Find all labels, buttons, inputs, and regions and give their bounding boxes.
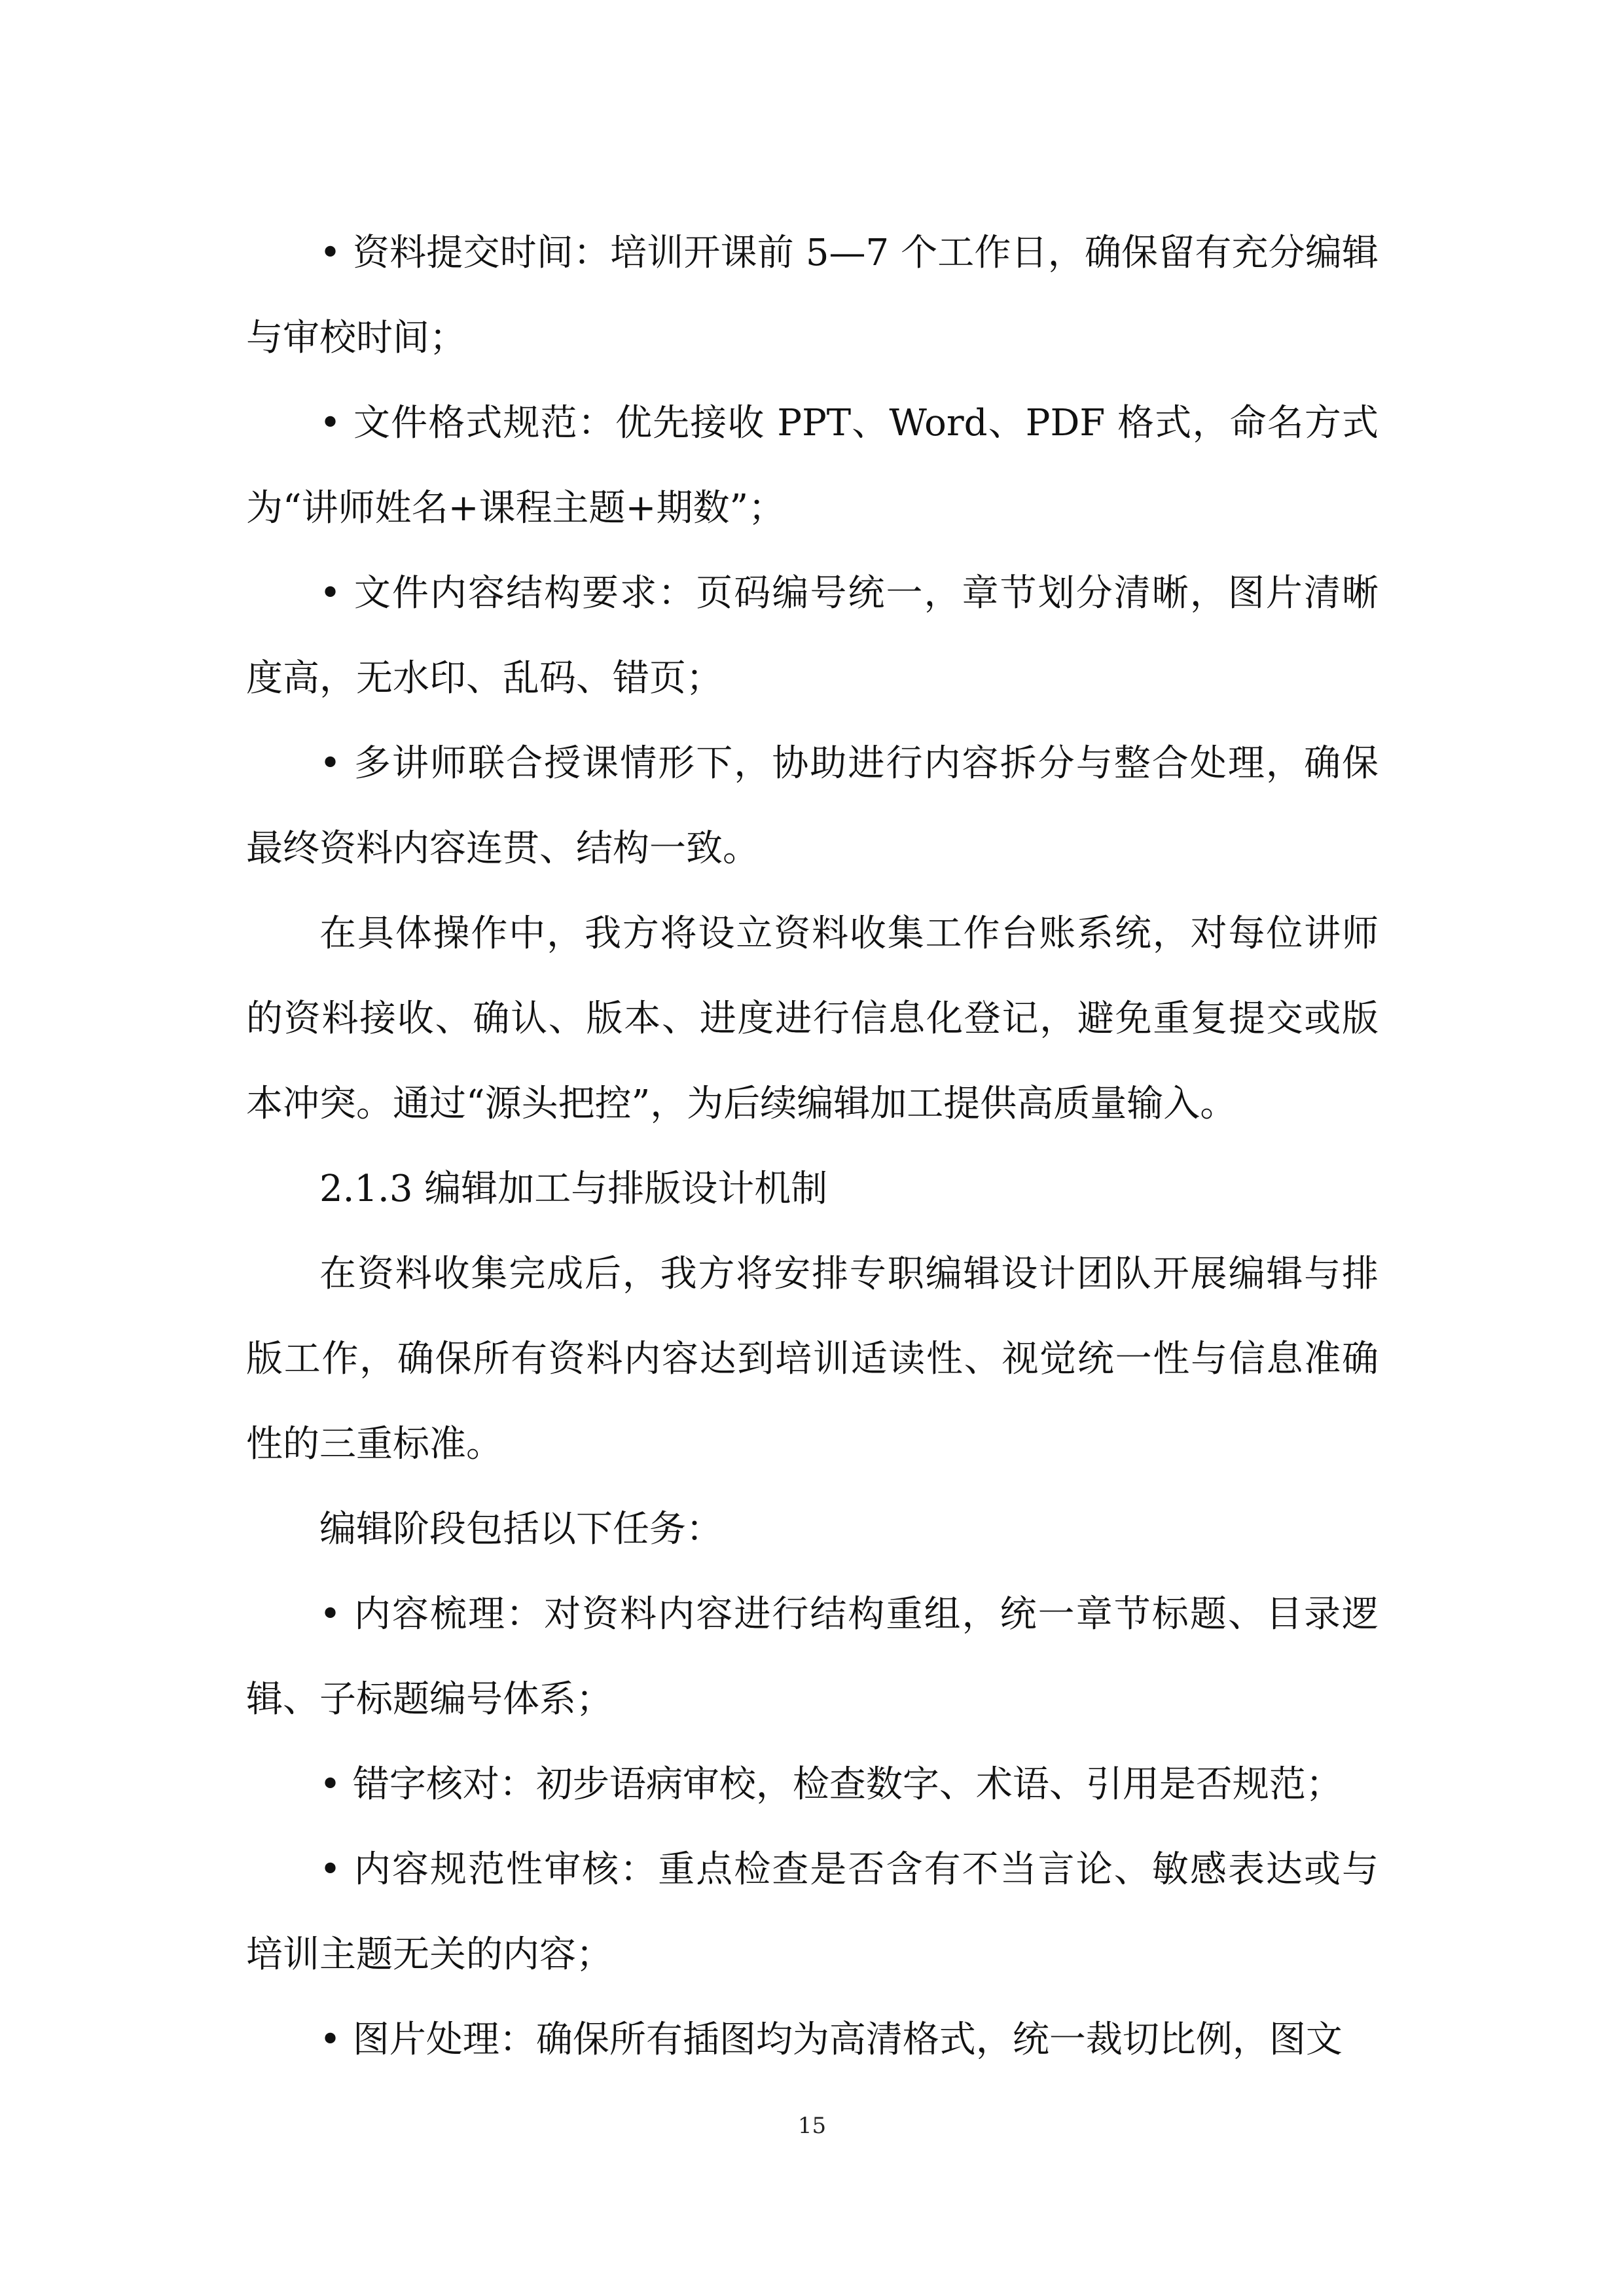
- bullet-paragraph: • 文件内容结构要求：页码编号统一，章节划分清晰，图片清晰度高，无水印、乱码、错页；: [246, 572, 1379, 700]
- bullet-paragraph: • 多讲师联合授课情形下，协助进行内容拆分与整合处理，确保最终资料内容连贯、结构一致。: [246, 742, 1379, 870]
- bullet-paragraph: • 资料提交时间：培训开课前 5—7 个工作日，确保留有充分编辑与审校时间；: [246, 232, 1379, 359]
- body-paragraph: 在具体操作中，我方将设立资料收集工作台账系统，对每位讲师的资料接收、确认、版本、进度进行信息化登记，避免重复提交或版本冲突。通过“源头把控”，为后续编辑加工提供高质量输入。: [246, 912, 1379, 1125]
- bullet-paragraph: • 文件格式规范：优先接收 PPT、Word、PDF 格式，命名方式为“讲师姓名+课程主题+期数”；: [246, 402, 1379, 529]
- bullet-paragraph: • 内容规范性审核：重点检查是否含有不当言论、敏感表达或与培训主题无关的内容；: [246, 1848, 1379, 1976]
- bullet-paragraph: • 内容梳理：对资料内容进行结构重组，统一章节标题、目录逻辑、子标题编号体系；: [246, 1593, 1379, 1721]
- page-number: 15: [797, 2113, 827, 2139]
- bullet-paragraph: • 图片处理：确保所有插图均为高清格式，统一裁切比例，图文: [319, 2018, 1343, 2061]
- bullet-paragraph: • 错字核对：初步语病审校，检查数字、术语、引用是否规范；: [319, 1763, 1343, 1806]
- body-text: [246, 211, 1379, 2083]
- section-heading: 2.1.3 编辑加工与排版设计机制: [319, 1168, 828, 1210]
- body-paragraph: 编辑阶段包括以下任务：: [319, 1508, 723, 1551]
- body-paragraph: 在资料收集完成后，我方将安排专职编辑设计团队开展编辑与排版工作，确保所有资料内容达到培训适读性、视觉统一性与信息准确性的三重标准。: [246, 1253, 1379, 1465]
